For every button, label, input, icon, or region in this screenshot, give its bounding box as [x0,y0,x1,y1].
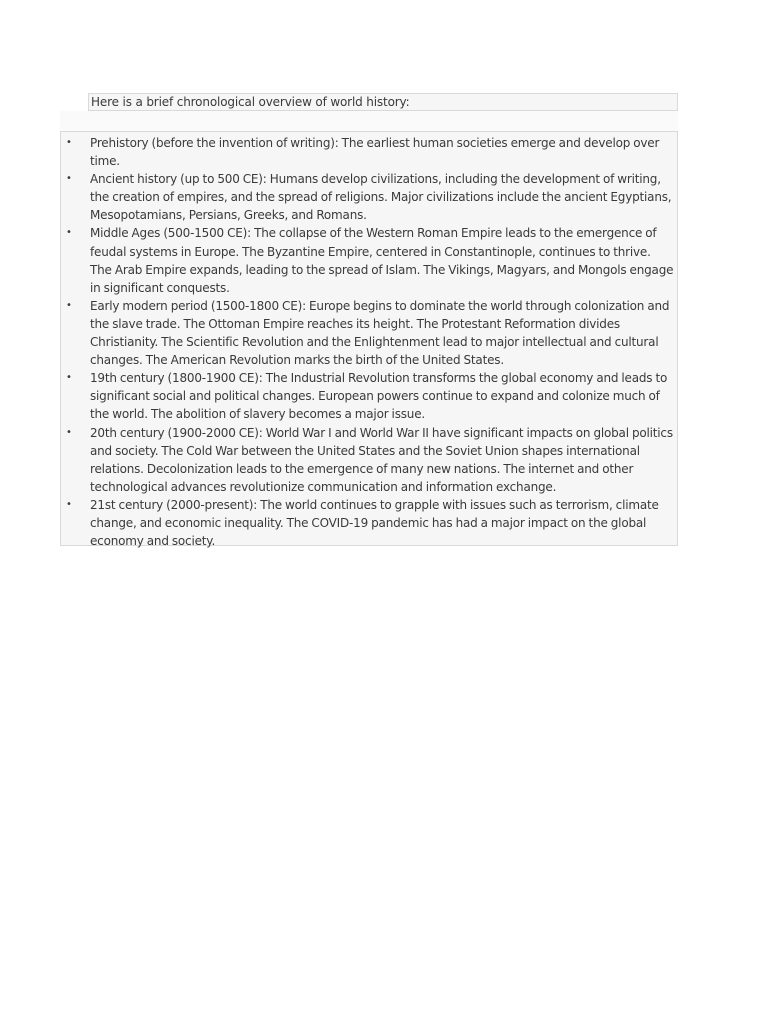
intro-paragraph [88,93,678,111]
list-item-text: Middle Ages (500-1500 CE): The collapse of the Western Roman Empire leads to the emergence of feudal systems in Europe. The Byzantine Empire, centered in Constantinople, continues to thrive. The Arab Empire expands, leading to the spread of Islam. The Vikings, Magyars, and Mongols engage in significant conquests. [90,226,674,295]
bullet-icon: • [66,227,72,239]
list-item-early-modern [61,297,677,369]
bullet-icon: • [66,372,72,384]
list-item-text: 21st century (2000-present): The world continues to grapple with issues such as terrorism, climate change, and economic inequality. The COVID-19 pandemic has had a major impact on the global economy and society. [90,497,659,549]
bullet-icon: • [66,137,72,148]
list-item-text: 20th century (1900-2000 CE): World War I and World War II have significant impacts on global politics and society. The Cold War between the United States and the Soviet Union shapes international relations. Decolonization leads to the emergence of many new nations. The internet and other technological advances revolutionize communication and information exchange. [90,425,673,494]
list-item-text: 19th century (1800-1900 CE): The Industrial Revolution transforms the global economy and leads to significant social and political changes. European powers continue to expand and colonize much of the world. The abolition of slavery becomes a major issue. [90,371,668,422]
list-item-prehistory [61,134,677,170]
list-item-21st-century [61,496,677,550]
intro-text: Here is a brief chronological overview of world history: [91,95,410,109]
bullet-icon: • [66,498,72,510]
list-item-middle-ages [61,224,677,296]
list-item-text: Ancient history (up to 500 CE): Humans develop civilizations, including the development of writing, the creation of empires, and the spread of religions. Major civilizations include the ancient Egyptians, Mesopotamians, Persians, Greeks, and Romans. [90,172,672,223]
list-item-20th-century [61,424,677,496]
list-item-19th-century [61,369,677,423]
bullet-icon: • [66,173,72,185]
spacer-band [60,111,678,132]
list-item-text: Early modern period (1500-1800 CE): Europe begins to dominate the world through colonization and the slave trade. The Ottoman Empire reaches its height. The Protestant Reformation divides Christianity. The Scientific Revolution and the Enlightenment lead to major intellectual and cultural changes. The American Revolution marks the birth of the United States. [90,298,670,368]
list-item-text: Prehistory (before the invention of writing): The earliest human societies emerge and develop over time. [90,136,660,169]
bullet-icon: • [66,299,72,311]
list-item-ancient-history [61,170,677,224]
history-list-container [60,131,678,549]
bullet-icon: • [66,426,72,438]
history-list [61,134,677,550]
